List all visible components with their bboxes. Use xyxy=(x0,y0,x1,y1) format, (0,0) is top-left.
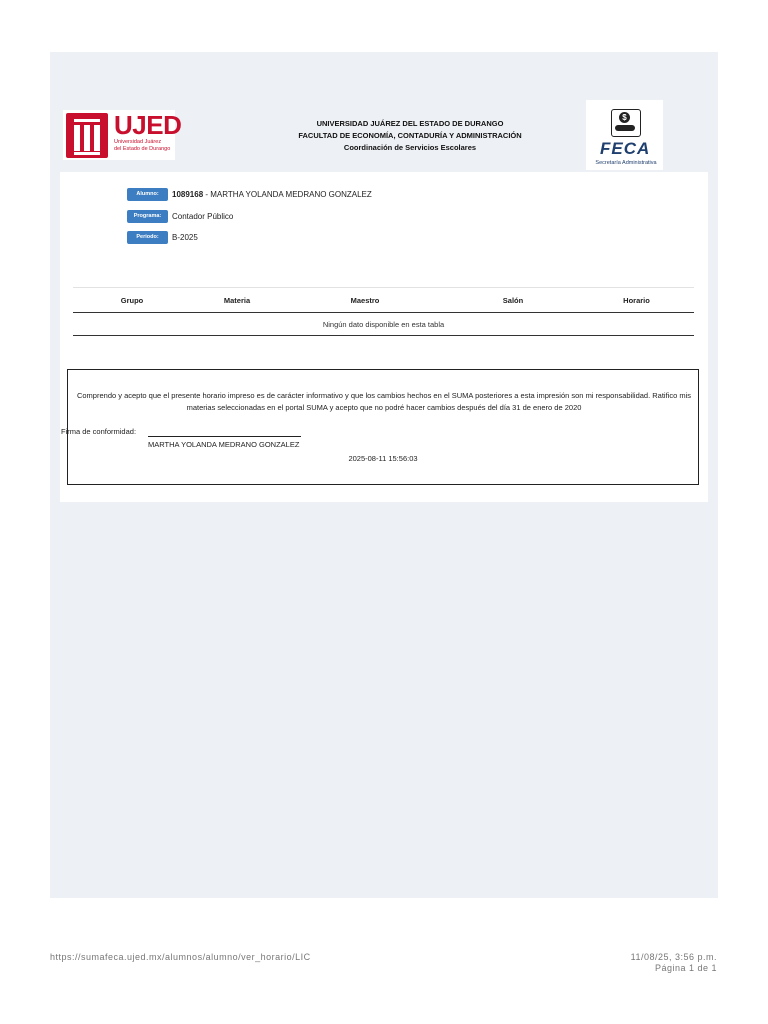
alumno-name: - MARTHA YOLANDA MEDRANO GONZALEZ xyxy=(203,189,372,199)
ujed-logo xyxy=(63,110,182,160)
faculty-title: FACULTAD DE ECONOMÍA, CONTADURÍA Y ADMINISTRACIÓN xyxy=(298,131,522,140)
schedule-content xyxy=(60,172,708,502)
feca-logo-subtitle: Secretaría Administrativa xyxy=(595,160,657,166)
footer-url: https://sumafeca.ujed.mx/alumnos/alumno/ver_horario/LIC xyxy=(50,952,311,962)
column-materia[interactable]: Materia xyxy=(191,288,283,313)
money-hand-icon: $ xyxy=(611,109,641,137)
column-maestro[interactable]: Maestro xyxy=(283,288,447,313)
department-title: Coordinación de Servicios Escolares xyxy=(343,143,477,152)
table-header-row xyxy=(73,288,694,313)
agreement-box xyxy=(61,369,699,485)
print-timestamp: 2025-08-11 15:56:03 xyxy=(348,454,418,463)
column-grupo[interactable]: Grupo xyxy=(73,288,191,313)
schedule-table xyxy=(73,287,694,336)
column-salon[interactable]: Salón xyxy=(447,288,579,313)
footer-datetime: 11/08/25, 3:56 p.m. xyxy=(630,952,717,962)
footer-meta xyxy=(631,952,717,974)
periodo-row xyxy=(127,230,198,244)
alumno-badge: Alumno: xyxy=(127,188,168,201)
firma-label: Firma de conformidad: xyxy=(61,427,137,436)
table-row xyxy=(73,313,694,336)
university-title: UNIVERSIDAD JUÁREZ DEL ESTADO DE DURANGO xyxy=(316,119,504,128)
signature-name: MARTHA YOLANDA MEDRANO GONZALEZ xyxy=(148,440,300,449)
agreement-text: Comprendo y acepto que el presente horario impreso es de carácter informativo y que los cambios hechos en el SUMA posteriores a esta impresión son mi responsabilidad. Ratifico mis materias seleccionadas en el portal SUMA y acepto que no podré hacer cambios después del día 31 de enero de 2020 xyxy=(76,391,692,412)
feca-logo-text: FECA xyxy=(600,139,651,158)
report-header xyxy=(60,100,708,172)
column-horario[interactable]: Horario xyxy=(579,288,694,313)
footer-page-number: Página 1 de 1 xyxy=(654,963,717,973)
periodo-value: B-2025 xyxy=(172,232,198,242)
programa-row xyxy=(127,209,233,223)
header-titles xyxy=(240,118,580,154)
ujed-logo-subtitle: Universidad Juárez del Estado de Durango xyxy=(114,139,171,152)
alumno-id: 1089168 xyxy=(172,189,204,199)
signature-line xyxy=(148,436,301,437)
empty-table-message: Ningún dato disponible en esta tabla xyxy=(73,313,694,336)
ujed-shield-icon xyxy=(66,113,108,158)
ujed-logo-text: UJED xyxy=(114,110,182,140)
feca-logo xyxy=(586,100,663,170)
programa-badge: Programa: xyxy=(127,210,168,223)
periodo-badge: Periodo: xyxy=(127,231,168,244)
alumno-value xyxy=(172,188,372,201)
alumno-row xyxy=(127,187,372,201)
programa-value: Contador Público xyxy=(172,211,234,221)
